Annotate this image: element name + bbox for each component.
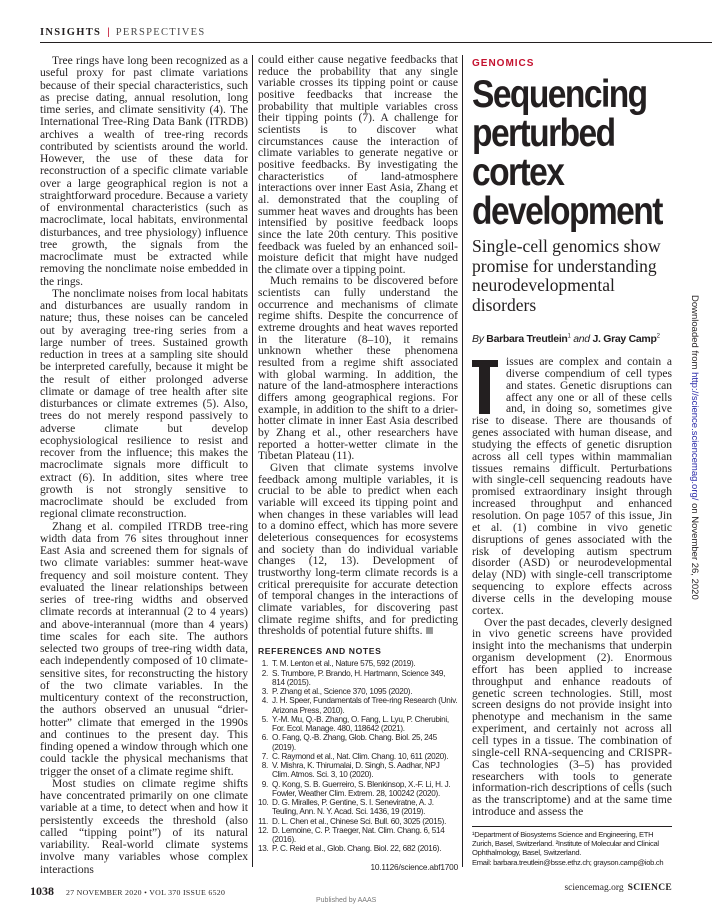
publisher-note: Published by AAAS — [316, 897, 377, 904]
end-mark-icon — [426, 627, 433, 634]
reference-number: 1. — [261, 659, 268, 669]
reference-text: D. Lemoine, C. P. Traeger, Nat. Clim. Chang. 6, 514 (2016). — [272, 825, 445, 845]
reference-item — [258, 733, 458, 752]
footer-journal — [564, 883, 672, 893]
subsection-label: PERSPECTIVES — [115, 27, 206, 38]
reference-item — [258, 817, 458, 826]
reference-item — [258, 659, 458, 668]
download-notice — [689, 295, 700, 600]
author-affiliation-mark: 2 — [656, 333, 660, 340]
author-name: J. Gray Camp — [592, 333, 657, 345]
reference-item — [258, 798, 458, 817]
download-date: on November 26, 2020 — [689, 503, 700, 600]
reference-text: D. L. Chen et al., Chinese Sci. Bull. 60, 3025 (2015). — [272, 816, 447, 826]
reference-number: 10. — [258, 798, 269, 808]
body-paragraph: could either cause negative feedbacks that reduce the probability that any single variable crosses its tipping point or cause positive feedbacks that increase the probability that multiple variables cross their tipping points (7). A challenge for scientists is to discover what circumstances cause the interaction of climate variables to generate negative or positive feedbacks. By investigating the characteristics of land-atmosphere interactions over inner East Asia, Zhang et al. demonstrated that the coupling of summer heat waves and droughts has been intensified by positive feedback loops since the late 20th century. This positive feedback was fueled by an enhanced soil-moisture deficit that might have nudged the climate over a tipping point. — [258, 54, 458, 276]
headline-word: Sequencing — [472, 73, 647, 116]
kicker-label: GENOMICS — [472, 58, 535, 69]
reference-item — [258, 780, 458, 799]
references-list — [258, 659, 458, 853]
body-paragraph-text: issues are complex and contain a diverse compendium of cell types and states. Genetic disruptions can affect any one or all of these cells and, in doing so, sometimes give rise to disease. There are thousands of genes associated with human disease, and studying the effects of genetic disruption across all cell types within mammalian tissues remains difficult. Perturbations with single-cell sequencing readouts have promised extraordinary insight through increased throughput and enhanced resolution. On page 1057 of this issue, Jin et al. (1) combine in vivo genetic disruptions of genes associated with the risk of developing autism spectrum disorder (ASD) or neurodevelopmental delay (ND) with single-cell transcriptome sequencing to explore effects across diverse cells in the developing mouse cortex. — [472, 356, 672, 617]
reference-number: 9. — [261, 779, 268, 789]
reference-number: 11. — [258, 816, 268, 826]
issue-info: 27 NOVEMBER 2020 • VOL 370 ISSUE 6520 — [66, 888, 226, 897]
reference-item — [258, 696, 458, 715]
reference-item — [258, 844, 458, 853]
article-headline — [472, 75, 672, 231]
journal-name: SCIENCE — [627, 883, 672, 893]
reference-number: 4. — [261, 696, 268, 706]
section-label: INSIGHTS — [40, 27, 102, 38]
reference-text: J. H. Speer, Fundamentals of Tree-ring Research (Univ. Arizona Press, 2010). — [272, 696, 458, 715]
dropcap-t-glyph — [472, 360, 498, 414]
reference-number: 2. — [261, 668, 268, 678]
right-article — [472, 58, 672, 819]
site-name: sciencemag.org — [564, 883, 624, 893]
reference-text: Q. Kong, S. B. Guerreiro, S. Blenkinsop, X.-F. Li, H. J. Fowler, Weather Clim. Extrem. 28, 100242 (2020). — [272, 779, 451, 798]
reference-item — [258, 761, 458, 780]
left-article-column-2 — [258, 55, 458, 873]
reference-item — [258, 687, 458, 696]
references-section — [258, 646, 458, 874]
author-affiliation-mark: 1 — [567, 333, 571, 340]
references-heading: REFERENCES AND NOTES — [258, 645, 382, 656]
download-prefix: Downloaded from — [689, 295, 700, 370]
headline-word: perturbed — [472, 112, 615, 155]
body-paragraph: Tree rings have long been recognized as a useful proxy for past climate variations because of their special characteristics, such as precise dating, annual resolution, long time series, and climate sensitivity (4). The International Tree-Ring Data Bank (ITRDB) archives a wealth of tree-ring records contributed by scientists around the world. However, the use of these data for reconstruction of a specific climate variable over a large geographical region is not a straightforward procedure. Because a variety of environmental characteristics (such as macroclimate, local habitats, environmental disturbances, and tree physiology) influence tree growth, the signals from the macroclimate must be extracted while removing the nonclimate noise embedded in the rings. — [40, 55, 248, 288]
byline — [472, 333, 672, 345]
author-name: Barbara Treutlein — [486, 333, 568, 345]
reference-text: S. Trumbore, P. Brando, H. Hartmann, Science 349, 814 (2015). — [272, 668, 446, 687]
reference-number: 13. — [258, 844, 269, 854]
doi-link[interactable]: 10.1126/science.abf1700 — [370, 861, 458, 872]
body-paragraph: Much remains to be discovered before scientists can fully understand the occurrence and mechanisms of climate regime shifts. Despite the concurrence of extreme droughts and heat waves reported in the literature (8–10), it remains unknown whether these phenomena resulted from a regime shift associated with global warming. In addition, the nature of the land-atmosphere interactions differs among geographical regions. For example, in addition to the shift to a drier-hotter climate in inner East Asia described by Zhang et al., other researchers have reported a hotter-wetter climate in the Tibetan Plateau (11). — [258, 275, 458, 463]
reference-text: V. Mishra, K. Thirumalai, D. Singh, S. Aadhar, NPJ Clim. Atmos. Sci. 3, 10 (2020). — [272, 761, 440, 780]
reference-number: 8. — [261, 761, 268, 771]
column-divider — [462, 55, 463, 867]
body-paragraph: The nonclimate noises from local habitats and disturbances are usually random in nature; thus, these noises can be canceled out by averaging tree-ring series from a large number of trees. Sustained growth reduction in trees at a sampling site should be interpreted carefully, because it might be the result of either prolonged adverse climate or damage of tree health after site disturbances or climate extremes (5). Also, trees do not merely respond passively to adverse climate but develop ecophysiological resilience to resist and recover from the influence; this makes the macroclimate signals more difficult to extract (6). In addition, sites where tree growth is not strongly sensitive to macroclimate should be excluded from regional climate reconstruction. — [40, 287, 248, 521]
reference-number: 5. — [261, 714, 268, 724]
reference-text: P. Zhang et al., Science 370, 1095 (2020). — [272, 687, 413, 697]
reference-text: C. Raymond et al., Nat. Clim. Chang. 10, 611 (2020). — [272, 751, 449, 761]
body-paragraph-text: Given that climate systems involve feedback among multiple variables, it is crucial to be able to predict when each variable will exceed its tipping point and when changes in these variables will lead to a domino effect, which has more severe deleterious consequences for ecosystems and society than do individual variable changes (12, 13). Development of trustworthy long-term climate records is a critical prerequisite for accurate detection of temporal changes in the interactions of climate variables, for discovering past climate regime shifts, and for predicting thresholds of potential future shifts. — [258, 461, 458, 638]
reference-text: P. C. Reid et al., Glob. Chang. Biol. 22, 682 (2016). — [272, 844, 442, 854]
contact-email[interactable]: Email: barbara.treutlein@bsse.ethz.ch; grayson.camp@iob.ch — [472, 857, 664, 867]
reference-text: D. G. Miralles, P. Gentine, S. I. Seneviratne, A. J. Teuling, Ann. N. Y. Acad. Sci. 1436, 19 (2019). — [272, 798, 434, 817]
byline-and: and — [573, 333, 590, 345]
affiliation-text: ¹Department of Biosystems Science and Engineering, ETH Zurich, Basel, Switzerland. ²Institute of Molecular and Clinical Ophthalmology, Basel, Switzerland. — [472, 830, 659, 858]
reference-item — [258, 752, 458, 761]
body-paragraph: Zhang et al. compiled ITRDB tree-ring width data from 76 sites throughout inner East Asia and screened them for signals of two climate variables: summer heat-wave frequency and soil moisture content. They evaluated the linear relationships between series of tree-ring widths and observed climate records at interannual (2 to 4 years) and above-interannual (more than 4 years) time scales for each site. The authors selected two groups of tree-ring width data, each independently composed of 10 climate-sensitive sites, for reconstructing the history of the two climate variables. In the multicentury context of the reconstruction, the authors observed an unusual “drier-hotter” climate that emerged in the 1990s and continues to the present day. This finding opened a window through which one could tackle the physical mechanisms that trigger the onset of a climate regime shift. — [40, 520, 248, 778]
reference-item — [258, 715, 458, 734]
reference-item — [258, 826, 458, 845]
page-number: 1038 — [30, 884, 54, 898]
reference-text: O. Fang, Q.-B. Zhang, Glob. Chang. Biol. 25, 245 (2019). — [272, 733, 437, 752]
body-paragraph: Most studies on climate regime shifts have concentrated primarily on one climate variable at a time, to detect when and how it persistently exceeds the threshold (also called “tipping point”) of its natural variability. Real-world climate systems involve many variables whose complex interactions — [40, 777, 248, 876]
reference-number: 3. — [261, 687, 268, 697]
reference-number: 6. — [261, 733, 268, 743]
headline-word: development — [472, 190, 662, 233]
body-paragraph — [258, 463, 458, 638]
reference-item — [258, 669, 458, 688]
headline-word: cortex — [472, 151, 564, 194]
running-header — [40, 22, 712, 43]
author-affiliations — [472, 826, 672, 867]
reference-number: 7. — [261, 751, 268, 761]
right-article-body — [472, 357, 672, 819]
body-paragraph — [472, 357, 672, 618]
reference-number: 12. — [258, 825, 269, 835]
column-divider — [252, 55, 253, 867]
body-paragraph: Over the past decades, cleverly designed in vivo genetic screens have provided insight into the mechanisms that underpin organism development (2). Enormous effort has been applied to increase throughput and enhance readouts of genetic screen technologies. Still, most screen designs do not provide insight into phenotype and mechanism in the same experiment, and certainly not across all cell types in a tissue. The combination of single-cell RNA-sequencing and CRISPR-Cas technologies (3–5) has provided researchers with tools to generate information-rich descriptions of cells (such as the transcriptome) and at the same time introduce and assess the — [472, 616, 672, 819]
byline-by: By — [472, 333, 484, 345]
download-url-link[interactable]: http://science.sciencemag.org/ — [689, 372, 700, 501]
reference-text: Y.-M. Mu, Q.-B. Zhang, O. Fang, L. Lyu, P. Cherubini, For. Ecol. Manage. 480, 118642 (2021). — [272, 714, 449, 734]
article-dek: Single-cell genomics show promise for understanding neurodevelopmental disorders — [472, 236, 661, 315]
header-separator: | — [107, 27, 110, 38]
reference-text: T. M. Lenton et al., Nature 575, 592 (2019). — [272, 659, 416, 669]
left-article-column-1 — [40, 55, 248, 876]
page-footer — [30, 882, 672, 896]
